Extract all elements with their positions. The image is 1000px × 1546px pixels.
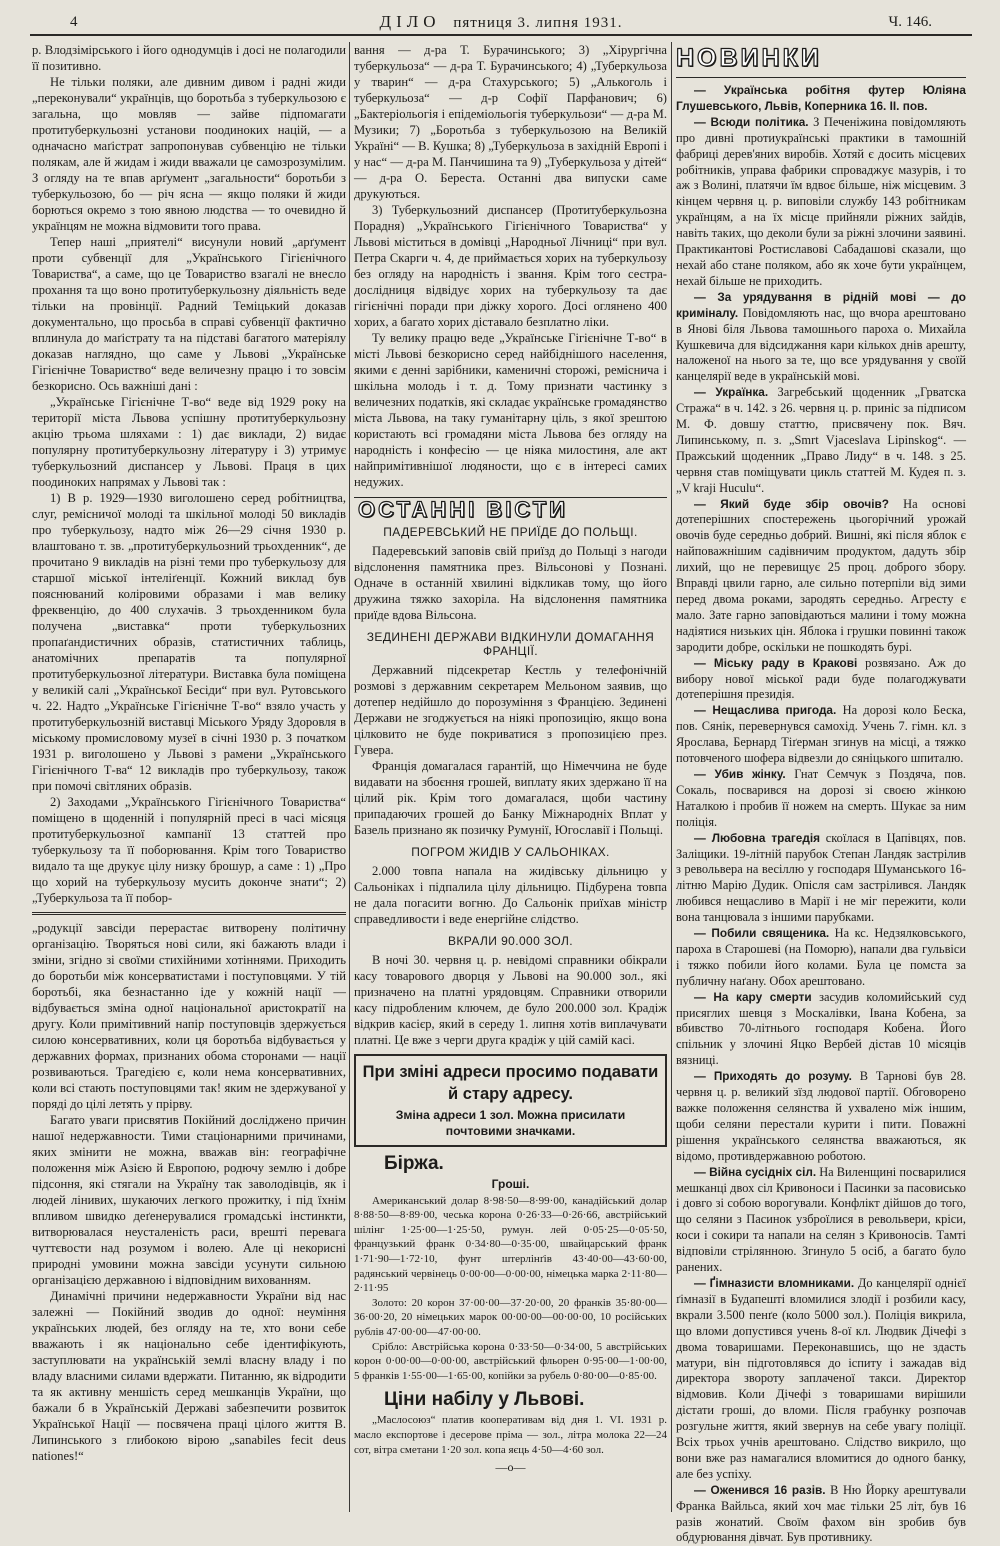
stock-exchange-title: Біржа.	[384, 1152, 444, 1174]
news-item	[676, 1069, 966, 1164]
news-paragraph: Франція домагалася гарантій, що Німеччина не буде видавати на збоєння грошей, виплату яких здержано її на цілий рік. Крім того домагалася, щоби частину припадаючих грошей до Банку Міжнародніх Вплат у Базель признано як позичку Румунії, Югославії і Польщі.	[354, 758, 667, 837]
news-item-head: — Убив жінку.	[694, 766, 786, 781]
news-paragraph: Державний підсекретар Кестль у телефонічній розмові з державним секретарем Мельоном заявив, що дотепер недійшло до порозуміння з Францією. Зединені Держави не згоджується на ніякі пропозицію, якщо вона цілковито не буде покриватися з пропозицією през. Гувера.	[354, 662, 667, 757]
news-item	[676, 115, 966, 290]
dairy-prices: „Маслосоюз“ платив кооперативам від дня 1. VI. 1931 р. масло експортове і десерове пріма — зол., літра молока 22—24 сот, вітра сметани 1·20 зол. копа яєць 4·50—4·60 зол.	[354, 1414, 667, 1456]
column-2	[354, 42, 667, 1512]
news-item-body: Гнат Семчук з Поздяча, пов. Сокаль, посварився на дорозі зі своєю жінкою Наталкою і пробив її ножем на смерть. Шукає за ним поліція.	[676, 766, 966, 829]
gold-rates: Золото: 20 корон 37·00·00—37·20·00, 20 франків 35·80·00—36·00·20, 20 німецьких марок 00·00·00—00·00·00, 10 російських рублів 47·00·00—47·00·00.	[354, 1296, 667, 1338]
news-headline: ЗЕДИНЕНІ ДЕРЖАВИ ВІДКИНУЛИ ДОМАГАННЯ ФРАНЦІЇ.	[366, 629, 655, 658]
column-1	[32, 42, 346, 1512]
money-subtitle: Гроші.	[491, 1176, 530, 1191]
news-item	[676, 990, 966, 1070]
news-item-body: Повідомляють нас, що вчора арештовано в Янові біля Львова тамошнього пароха о. Михайла Кушкевича для відсиджання кари кількох днів арешту, наложеної на нього за те, що все урядування у своїй канцелярії веде в українській мові.	[676, 305, 966, 384]
news-item-head: — На кару смерти	[694, 989, 812, 1004]
article-paragraph: Не тільки поляки, але дивним дивом і радні жиди „переконували“ українців, що боротьба з туберкульозою є загальна, що мовляв — зайве підпомагати протитуберкульозні установи поодиноких націй, — а одначасно маґістрат запропонував субвенцію не тільки полякам, але й жидам і жиди вважали це самозрозумілим. З огляду на те впав арґумент „загальности“ боротьби з туберкульозою, бо — річ ясна — якщо поляки й жиди борються окремо з тою явною людства — то очевидно й українцям не можна відмовити того права.	[32, 75, 346, 233]
newspaper-title: ДІЛО	[379, 12, 441, 31]
news-item-head: — Нещаслива пригода.	[694, 703, 837, 718]
news-item	[676, 497, 966, 656]
article-paragraph: „Українське Гігієнічне Т-во“ веде від 1929 року на території міста Львова успішну протитуберкульозну акцію трьома шляхами : 1) дає виклади, 2) видає популярну протитуберкульозну літературу і 3) утримує туберкульозний диспансер у Львові. Праця в цих поодиноких напрямах у Львові так :	[32, 395, 346, 489]
news-item-body: На основі дотеперішних спостережень цьогорічний урожай овочів буде середньо добрий. Вишні, які після яблок є найповажнішим садівничим продуктом, дадуть збір лихий, що не перевищує 25 проц. доброго збору. Вправді цвили гарно, але сильно потерпіли від зими перед двома роками, зародять середньо. Агресту є мало. Зате гарно заповідаються малини і тому можна надіятися низьких цін. Яблока і грушки повинні також зародити добре, оскільки не пошкодять бурі.	[676, 496, 966, 654]
news-item-head: — Міську раду в Кракові	[694, 655, 858, 670]
news-item-body: З Печеніжина повідомляють про дивні протиукраїнські практики в тамошній фабриці дерев'яних виробів. Хотяй є досить місцевих робітників, управа фабрики спроваджує мазурів, і то аж з Волині, платячи їм вдвоє більше, ніж місцевим. З кінцем червня ц. р. виповіли службу 143 робітникам українцям, а на їх місце прийняли ріжних зайдів, навіть таких, що деколи були за ріжні злочини заявині. Практикантові Ростиславові Сабадашові сказали, що нехай або стане поляком, або як хоче бути українцем, нехай більше не приходить.	[676, 114, 966, 288]
article-paragraph: 3) Туберкульозний диспансер (Протитуберкульозна Порадня) „Українського Гігієнічного Товариства“ у Львові міститься в домівці „Народньої Лічниці“ при вул. Петра Скарги ч. 4, де приймається хорих на туберкульозу без огляду на народність і звання. Крім того сестра-дослідниця відвідує хорих на туберкульозу та дає гігієнічні поради при діжку хорого. Досі оглянено 400 хорих, а багато хорих діставало безплатно ліки.	[354, 203, 667, 329]
news-item-body: На дорозі коло Беска, пов. Сянік, перевернувся самохід. Учень 7. гімн. кл. з Ярослава, Бернард Тіґерман згинув на місці, а тяжко потовченого шофера відвезли до сяніцького шпиталю.	[676, 703, 966, 766]
news-item	[676, 831, 966, 926]
news-item	[676, 767, 966, 831]
news-item-head: — Всюди політика.	[694, 114, 809, 129]
news-item-head: — За урядування в рідній мові — до криміналу.	[676, 289, 966, 320]
column-rule-1	[349, 42, 350, 1512]
issue-number: Ч. 146.	[888, 14, 932, 30]
dairy-prices-title: Ціни набілу у Львові.	[384, 1389, 585, 1411]
news-item	[676, 83, 966, 115]
news-item-head: — Побили священика.	[694, 926, 830, 941]
news-item-body: В Тарнові був 28. червня ц. р. великий зїзд людової партії. Обговорено важке положення селянства й ухвалено між іншим, щоби селяни перестали курити і пити. Поважні рішення українського селянства вважаються, як відомо, противдержавною роботою.	[676, 1069, 966, 1163]
news-item	[676, 290, 966, 385]
news-item	[676, 1276, 966, 1483]
section-divider	[32, 912, 346, 915]
news-item-body: До канцелярії однієї ґімназії в Будапешті вломилися злодії і розбили касу, вкрали 3.500 пенґе (коло 5000 зол.). Поліція викрила, що вломи допустився учень 8-ої кл. Людвик Дічефі з двома товаришами. Переконавшись, що не здасть матури, він підготовлявся до іспиту і зажадав від директора звороту заплаченої такси. Директор відмовив. Коли Дічефі з товаришами вирішили дістати гроші, до вломи. Після грабунку розпочав розгульне життя, який звернув на себе увагу поліції. Всіх трьох учнів арештовано. Слідство викрило, що вони вже раз намагалися вломитися до одного банку, але без успіху.	[676, 1275, 966, 1481]
issue-date: пятниця 3. липня 1931.	[453, 15, 623, 31]
article-paragraph: Ту велику працю веде „Українське Гігієнічне Т-во“ в місті Львові безкорисно серед найбіднішого населення, якими є денні зарібники, каменичні сторожі, ремісничa і шкільна молодь і т. д. Тому признати частинку з величезних податків, які складає українське громадянство міста Львова, на таку гуманітарну ціль, з якої зрештою користають всі громадяни міста Львова без огляду на народність і конфесію — це ніяка милостиня, але акт найпримітивнішої людяности, що є в інтересі самих недужих.	[354, 331, 667, 489]
news-paragraph: В ночі 30. червня ц. р. невідомі справники обікрали касу товарового дворця у Львові на 90.000 зол., які призначено на платні урядовцям. Справники отворили касу підробленим ключем, де було 200.000 зол. Крадіж відкрив касієр, який в середу 1. липня хотів виплачувати платні. Це вже з черги друга крадіж у цій самій касі.	[354, 952, 667, 1047]
silver-rates: Срібло: Австрійська корона 0·33·50—0·34·00, 5 австрійських корон 0·00·00—0·00·00, австрійський фльорен 0·95·00—1·00·00, 5 франків 1·55·00—1·65·00, копійки за рубель 0·80·00—0·85·00.	[354, 1340, 667, 1382]
news-item-body: засудив коломийський суд присяглих шевця з Москалівки, Івана Кобена, за вбивство 70-літнього господаря Кобена. Його спільник у злочині Яцко Вербей дістав 10 місяців вязниці.	[676, 989, 966, 1068]
news-item-body: На кс. Недзялковського, пароха в Старошеві (на Поморю), напали два гульвіси і тяжко побили його колами. Була це помста за публичну наґану. Обох арештовано.	[676, 926, 967, 988]
news-headline: ПАДЕРЕВСЬКИЙ НЕ ПРИЇДЕ ДО ПОЛЬЩІ.	[383, 524, 638, 539]
news-item-body: розвязано. Аж до вибору нової міської ради буде полагоджувати дотеперішня президія.	[676, 655, 967, 702]
news-item-head: — Приходять до розуму.	[694, 1069, 852, 1084]
news-item-head: — Українська робітня футер Юліяна Глушевського, Львів, Коперника 16. II. пов.	[676, 83, 966, 113]
article-paragraph: Динамічні причини недержавности України від нас залежні — Покійний зводив до одної: неуміння українських людей, без огляду на те, хто вони себе вважають і як національно себе ідентифікують, заступлювати на українській землі власну владу і по владу власними силами вдержати. Питанню, як відродити та як активну меншість серед мешканців України, що бажали б в Українській Державі забезпечити розвиток Української Нації — посвячена праці цілого життя В. Липинського з глибокою вірою „sanabiles fecit deus nationes!“	[32, 1289, 346, 1463]
news-item-head: — Ґімназисти вломниками.	[694, 1275, 855, 1290]
column-rule-2	[671, 42, 672, 1512]
news-item	[676, 1483, 966, 1546]
article-paragraph: Багато уваги присвятив Покійний досліджено причин нашої недержавности. Тими стаціонарними причинами, яких змінити не можна, вважав він: географічне положення між Азією й Европою, родючу землю і добре підсоння, які стягали на Україну так заволодівців, як і людей лінивих, шукаючих легкого прожитку, і під їхнім впливом швидко деґенерувалися громадські інстинкти, витворювалася неусталеність раси, врешті перевага чуттєвости над розумом і волею. Але ці некорисні природні умовини можна завсіди усунути сильною організацією державною і відповідним вихованням.	[32, 1113, 346, 1287]
news-item	[676, 385, 966, 496]
end-mark: —o—	[495, 1460, 526, 1475]
news-item-head: — Який буде збір овочів?	[694, 496, 889, 511]
news-item-head: — Любовна трагедія	[694, 830, 821, 845]
news-item-head: — Українка.	[694, 385, 769, 400]
news-items-list	[676, 83, 966, 1546]
column-3	[676, 42, 967, 1545]
news-headline: ПОГРОМ ЖИДІВ У САЛЬОНІКАХ.	[411, 844, 610, 859]
page-number: 4	[70, 14, 78, 30]
article-paragraph: вання — д-ра Т. Бурачинського; 3) „Хірургічна туберкульоза“ — д-ра Т. Бурачинського; 4) „Туберкульоза у тварин“ — д-ра Стахурського; 5) „Алькоголь і туберкульоза“ — д-р Софії Парфанович; 6) „Бактеріольогія і епідеміольогія туберкульози“ — д-ра М. Музики; 7) „Боротьба з туберкульозою на Великій Україні“ — В. Кушка; 8) „Туберкульоза в західній Европі і у нас“ — д-ра М. Панчишина та 9) „Туберкульоза у дітей“ — д-ра О. Береста. Останні два випуски саме друкуються.	[354, 43, 667, 201]
article-paragraph: 1) В р. 1929—1930 виголошено серед робітництва, слуг, ремісничої молоді та шкільної молоді 50 викладів про туберкульозу, надто між 26—29 січня 1930 р. влаштовано т. зв. „протитуберкульозний трьохденник“, де прочитано 9 викладів на різні теми про туберкульозу для старшої міської інтеліґенції. Кожний виклад був пояснюваний коліровими образами і мав велику фреквенцію, до 400 слухачів. З трьохденником була получена „виставка“ проти туберкульозних пропаґандистичних образів, статистичних таблиць, анатомічних препаратів та популярної протитуберкульозної літератури. Виставка була поміщена у великій салі „Української Бесіди“ при вул. Рутовського ч. 22. Надто „Українське Гігієнічне Т-во“ взяло участь у протитуберкульозній виставці Міського Уряду Здоровля в міському промисловому музеї в січні 1930 р. З початком 1931 р. виголошено у Львові з рамени „Українського Гігієнічного Т-ва“ 12 викладів про туберкульозу, також при помочі світляних образів.	[32, 491, 346, 793]
news-item	[676, 1165, 966, 1276]
novynky-banner: НОВИНКИ	[676, 44, 822, 72]
news-item-head: — Оженився 16 разів.	[694, 1482, 826, 1497]
news-item-head: — Війна сусідніх сіл.	[694, 1164, 817, 1179]
section-divider	[676, 77, 966, 78]
article-paragraph: Тепер наші „приятелі“ висунули новий „арґумент проти субвенції для „Українського Гігієнічного Товариства“, а саме, що це Товариство взагалі не внесло прохання та що воно протитуберкульозну діяльність веде тільки на провінції. Радний Теміцький доказав документально, що просьба в справі субвенції фактично вплинула до маґістрату та на підставі багатого матеріялу доказав наглядно, що саме у Львові „Українське Гігієнічне Товариство“ веде величезну працю і то зовсім безкорисно. Ось важніші дані :	[32, 235, 346, 393]
masthead	[30, 8, 972, 36]
news-paragraph: Падеревський заповів свій приїзд до Польщі з нагоди відслонення памятника през. Вільсонові у Познані. Одначе в останній хвилині відкликав тому, що його дружина тяжко захоріла. На відслонення памятника приїде вдова Вільсона.	[354, 543, 667, 622]
news-item	[676, 926, 966, 990]
news-item-body: скоїлася в Цапівцях, пов. Заліщики. 19-літній парубок Степан Ландяк застрілив з револьвера на весіллю у господаря Шуманського 16-літню Марію Дудик. Опісля сам застрілився. Ландяк любився нещасливо в Марії і не міг пережити, коли вона танцювала з іншими парубками.	[676, 830, 966, 925]
news-item	[676, 656, 966, 704]
news-item-body: На Виленщині посварилися мешканці двох сіл Кривоноси і Пасинки за пасовисько і довго зі собою ворогували. Конфлікт дійшов до того, що селяни з Пасинок узброїлися в револьвери, кріси, коси і сокири та напали на селян з Кривоносів. Тамті відповіли стрілянною. Згинуло 5 осіб, а багато було ранених.	[676, 1164, 967, 1275]
news-item-body: Загребський щоденник „Грватска Стража“ в ч. 142. з 26. червня ц. р. приніс за підписом М. Ф. довшу статтю, присвячену пок. Вяч. Липинському, п. з. „Smrt Vjaceslava Lipinskog“. — Пражський щоденник „Право Лиду“ в ч. 148. з 25. червня став поміщувати цикль статтей М. Кудея п. з. „V kraji Huculu“.	[676, 385, 967, 495]
latest-news-banner: ОСТАННІ ВІСТИ	[358, 497, 568, 522]
address-change-notice	[354, 1054, 667, 1147]
article-paragraph: „родукції завсіди перерастає витворену політичну організацію. Творяться нові сили, які бажають влади і зміни, згідно зі своїми стихійними хотіннями. Приходить до боротьби між консерватистами і поступовцями. У тій боротьбі, яка безнастанно іде у кожній нації — відбувається зміна одної національної аристократії на другу. Коли примітивний напір поступовців здержується силою консервативних, коли ця боротьба відбувається у державних формах, признаних обома сторонами — нації розвиваються. Трагедією є, коли нема консервативних, коли всі стають поступовцями так! яким не здержуваної у поряді до цілі летять у прірву.	[32, 921, 346, 1111]
news-item	[676, 703, 966, 767]
article-paragraph: р. Влодзімірського і його однодумців і досі не полагодили її позитивно.	[32, 43, 346, 73]
news-headline: ВКРАЛИ 90.000 ЗОЛ.	[447, 933, 574, 948]
masthead-center	[30, 12, 972, 32]
article-paragraph: 2) Заходами „Українського Гігієнічного Товариства“ поміщено в щоденній і популярній пресі в часі місяця протитуберкульозної кампанії 13 статтей про туберкульозу та її поборювання. Крім того Товариство видало та ще друкує цілу низку брошур, а саме : 1) „Про що хорий на туберкульозу мусить доконче знати“; 2) „Туберкульоза та її побор-	[32, 795, 346, 905]
news-paragraph: 2.000 товпа напала на жидівську дільницю у Сальоніках і підпалила цілу дільницю. Підбурена товпа не дала погасити вогню. До Сальонік приїхав міністр справедливости і веде енергійне слідство.	[354, 863, 667, 926]
notice-body: Зміна адреси 1 зол. Можна присилати почтовими значками.	[395, 1107, 626, 1138]
news-item-body: В Ню Йорку арештували Франка Вайльса, який хоч має тільки 25 літ, був 16 разів жонатий. Своїм фахом він зробив був обдурювання дівчат. Був противнику.	[676, 1482, 967, 1545]
currency-rates: Американський долар 8·98·50—8·99·00, канадійський долар 8·88·50—8·89·00, чеська корона 0·26·33—0·26·66, австрійський шілінг 1·25·00—1·25·50, румун. лей 0·05·25—0·05·50, французький франк 0·34·80—0·35·00, швайцарський франк 1·71·90—1·72·10, фунт штерлінґів 43·40·00—43·60·00, радянський червінець 0·00·00—0·00·00, німецька марка 2·11·80—2·11·95	[354, 1194, 667, 1295]
notice-title: При зміні адреси просимо подавати й стару адресу.	[362, 1062, 659, 1103]
